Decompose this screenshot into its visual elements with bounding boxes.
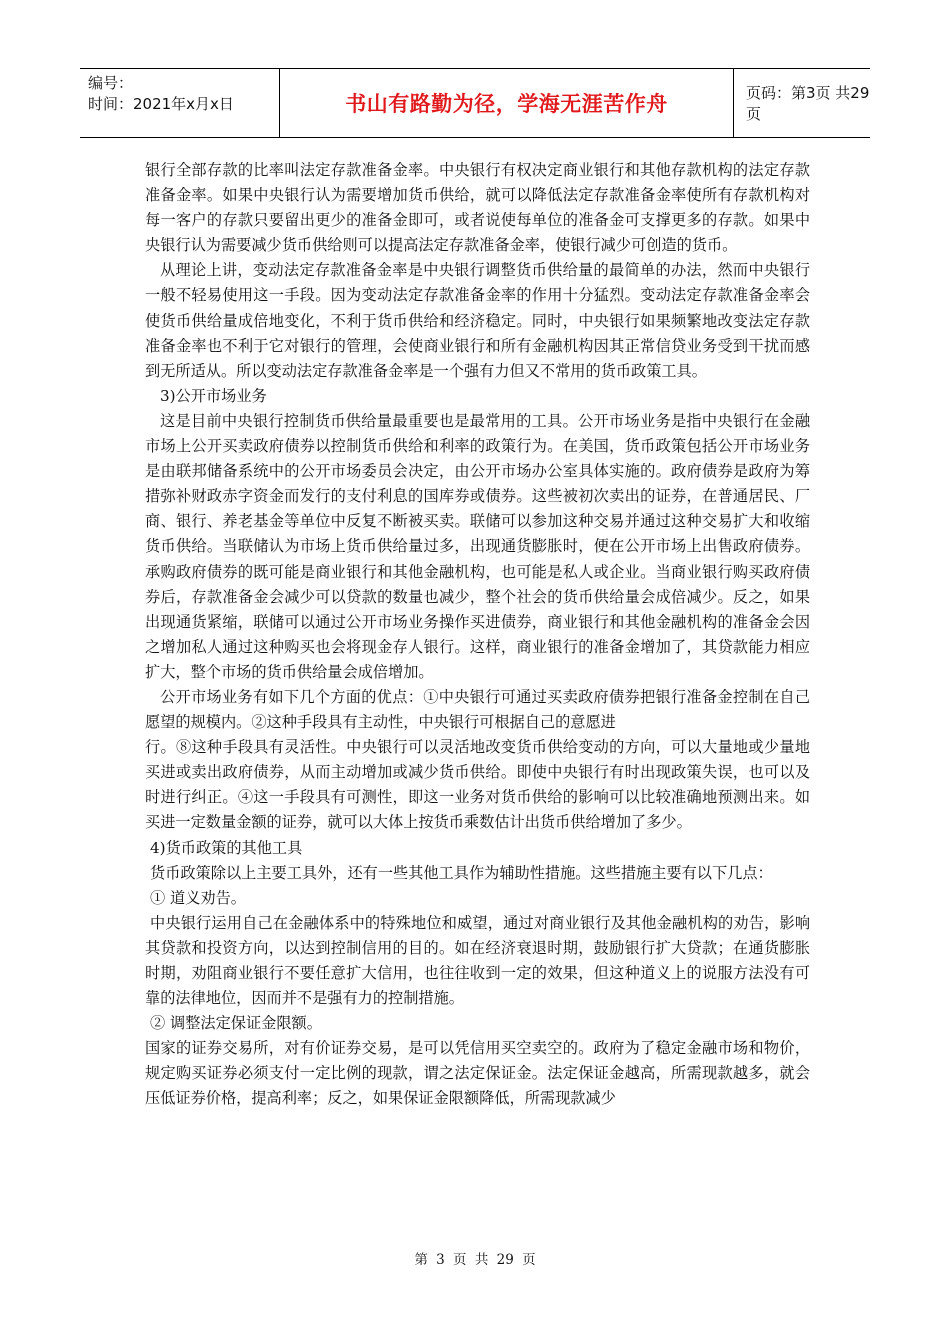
page-footer: 第 3 页 共 29 页 (414, 1252, 536, 1268)
document-date-label: 时间：2021年x月x日 (88, 95, 234, 113)
header-page-label: 页码：第3页 共29页 (746, 84, 870, 123)
paragraph: 从理论上讲，变动法定存款准备金率是中央银行调整货币供给量的最简单的办法，然而中央银行一般不轻易使用这一手段。因为变动法定存款准备金率的作用十分猛烈。变动法定存款准备金率会使货币供给量成倍地变化，不利于货币供给和经济稳定。同时，中央银行如果频繁地改变法定存款准备金率也不利于它对银行的管理，会使商业银行和所有金融机构因其正常信贷业务受到干扰而感到无所适从。所以变动法定存款准备金率是一个强有力但又不常用的货币政策工具。 (145, 261, 810, 380)
paragraph: 这是目前中央银行控制货币供给量最重要也是最常用的工具。公开市场业务是指中央银行在金融市场上公开买卖政府债券以控制货币供给和利率的政策行为。在美国，货币政策包括公开市场业务是由联邦储备系统中的公开市场委员会决定，由公开市场办公室具体实施的。政府债券是政府为筹措弥补财政赤字资金而发行的支付利息的国库券或债券。这些被初次卖出的证券，在普通居民、厂商、银行、养老基金等单位中反复不断被买卖。联储可以参加这种交易并通过这种交易扩大和收缩货币供给。当联储认为市场上货币供给量过多，出现通货膨胀时，便在公开市场上出售政府债券。承购政府债券的既可能是商业银行和其他金融机构，也可能是私人或企业。当商业银行购买政府债券后，存款准备金会减少可以贷款的数量也减少，整个社会的货币供给量会成倍减少。反之，如果出现通货紧缩，联储可以通过公开市场业务操作买进债券，商业银行和其他金融机构的准备金会因之增加私人通过这种购买也会将现金存人银行。这样，商业银行的准备金增加了，其贷款能力相应扩大，整个市场的货币供给量会成倍增加。 (145, 411, 810, 681)
header-meta (80, 69, 280, 137)
paragraph: 公开市场业务有如下几个方面的优点：①中央银行可通过买卖政府债券把银行准备金控制在自己愿望的规模内。②这种手段具有主动性，中央银行可根据自己的意愿进 (145, 687, 810, 732)
document-number-label: 编号： (88, 74, 134, 92)
section-heading: 4)货币政策的其他工具 (150, 838, 303, 857)
subsection-heading: ① 道义劝告。 (150, 888, 246, 907)
paragraph: 货币政策除以上主要工具外，还有一些其他工具作为辅助性措施。这些措施主要有以下几点： (150, 863, 773, 882)
header-motto: 书山有路勤为径，学海无涯苦作舟 (280, 69, 734, 137)
paragraph: 行。⑧这种手段具有灵活性。中央银行可以灵活地改变货币供给变动的方向，可以大量地或少量地买进或卖出政府债券，从而主动增加或减少货币供给。即使中央银行有时出现政策失误，也可以及时进行纠正。④这一手段具有可测性，即这一业务对货币供给的影响可以比较准确地预测出来。如买进一定数量金额的证券，就可以大体上按货币乘数估计出货币供给增加了多少。 (145, 738, 810, 832)
section-heading: 3)公开市场业务 (160, 386, 267, 405)
paragraph: 中央银行运用自己在金融体系中的特殊地位和威望，通过对商业银行及其他金融机构的劝告，影响其贷款和投资方向，以达到控制信用的目的。如在经济衰退时期，鼓励银行扩大贷款；在通货膨胀时期，劝阻商业银行不要任意扩大信用，也往往收到一定的效果，但这种道义上的说服方法没有可靠的法律地位，因而并不是强有力的控制措施。 (145, 913, 810, 1008)
document-body (145, 158, 810, 1112)
page-header (80, 68, 870, 138)
paragraph: 国家的证券交易所，对有价证券交易，是可以凭信用买空卖空的。政府为了稳定金融市场和物价，规定购买证券必须支付一定比例的现款，谓之法定保证金。法定保证金越高，所需现款越多，就会压低证券价格，提高利率；反之，如果保证金限额降低，所需现款减少 (145, 1039, 810, 1108)
subsection-heading: ② 调整法定保证金限额。 (150, 1014, 322, 1033)
paragraph: 银行全部存款的比率叫法定存款准备金率。中央银行有权决定商业银行和其他存款机构的法定存款准备金率。如果中央银行认为需要增加货币供给，就可以降低法定存款准备金率使所有存款机构对每一客户的存款只要留出更少的准备金即可，或者说使每单位的准备金可支撑更多的存款。如果中央银行认为需要减少货币供给则可以提高法定存款准备金率，使银行减少可创造的货币。 (145, 161, 810, 255)
